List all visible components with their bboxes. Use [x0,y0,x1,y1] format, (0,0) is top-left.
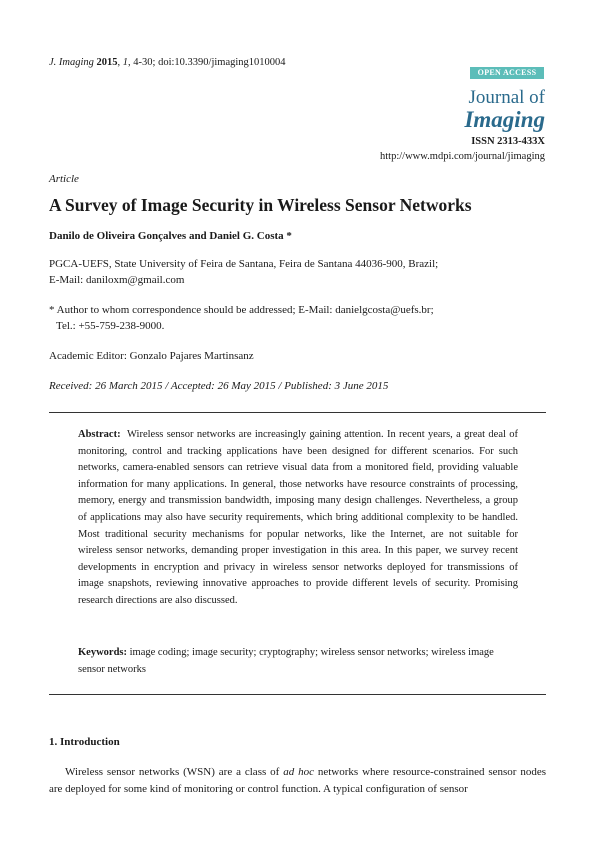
issn: ISSN 2313-433X [471,136,545,147]
correspondence-phone: Tel.: +55-759-238-9000. [56,320,165,332]
authors: Danilo de Oliveira Gonçalves and Daniel G. Costa * [49,230,292,242]
abstract-block [78,427,518,610]
top-divider [49,412,546,413]
keywords-text: image coding; image security; cryptography; wireless sensor networks; wireless image sensor networks [78,647,494,675]
intro-text-end: networks where resource-constrained sensor nodes are deployed for some kind of monitoring or control function. A typical configuration of sensor [49,766,547,795]
keywords-block [78,645,518,678]
affiliation-line-1: PGCA-UEFS, State University of Feira de Santana, Feira de Santana 44036-900, Brazil; [49,258,439,270]
intro-italic-term: ad hoc [283,766,314,778]
abstract-text: Wireless sensor networks are increasingly gaining attention. In recent years, a great deal of monitoring, control and tracking applications have been designed for different scenarios. For such networks, camera-enabled sensors can retrieve visual data from a monitored field, providing valuable information for many applications. In general, those networks have resource constraints of processing, memory, energy and transmission bandwidth, imposing many design challenges. Nevertheless, a group of applications may also have security requirements, which bring additional complexity to be handled. Most traditional security mechanisms for popular networks, like the Internet, are not suitable for wireless sensor networks, demanding proper investigation in this area. In this paper, we survey recent developments in encryption and privacy in wireless sensor networks deployed for transmissions of image snapshots, reviewing innovative approaches to provide different levels of security. Promising research directions are also discussed. [78,429,518,606]
citation-year: 2015 [96,57,118,68]
affiliation-email: E-Mail: daniloxm@gmail.com [49,274,185,286]
academic-editor: Academic Editor: Gonzalo Pajares Martinsanz [49,350,254,362]
publication-dates: Received: 26 March 2015 / Accepted: 26 May 2015 / Published: 3 June 2015 [49,380,389,392]
section-heading: 1. Introduction [49,736,120,748]
intro-paragraph [49,764,546,798]
citation-doi: , 4-30; doi:10.3390/jimaging1010004 [128,57,286,68]
article-type: Article [49,173,79,185]
journal-name: Imaging [464,107,545,132]
keywords-label: Keywords: [78,647,127,658]
correspondence-line-1: * Author to whom correspondence should be addressed; E-Mail: danielgcosta@uefs.br; [49,304,434,316]
bottom-divider [49,694,546,695]
citation-line: J. Imaging 2015, 1, 4-30; doi:10.3390/jimaging1010004 [49,57,286,68]
paper-title: A Survey of Image Security in Wireless Sensor Networks [49,195,472,215]
open-access-badge: OPEN ACCESS [470,67,544,79]
abstract-label: Abstract: [78,429,121,440]
citation-journal: J. Imaging [49,57,94,68]
citation-volume: 1 [122,57,129,68]
journal-url-link[interactable]: http://www.mdpi.com/journal/jimaging [380,151,545,162]
intro-text-start: Wireless sensor networks (WSN) are a class of [65,766,284,778]
journal-of-label: Journal of [468,87,545,108]
